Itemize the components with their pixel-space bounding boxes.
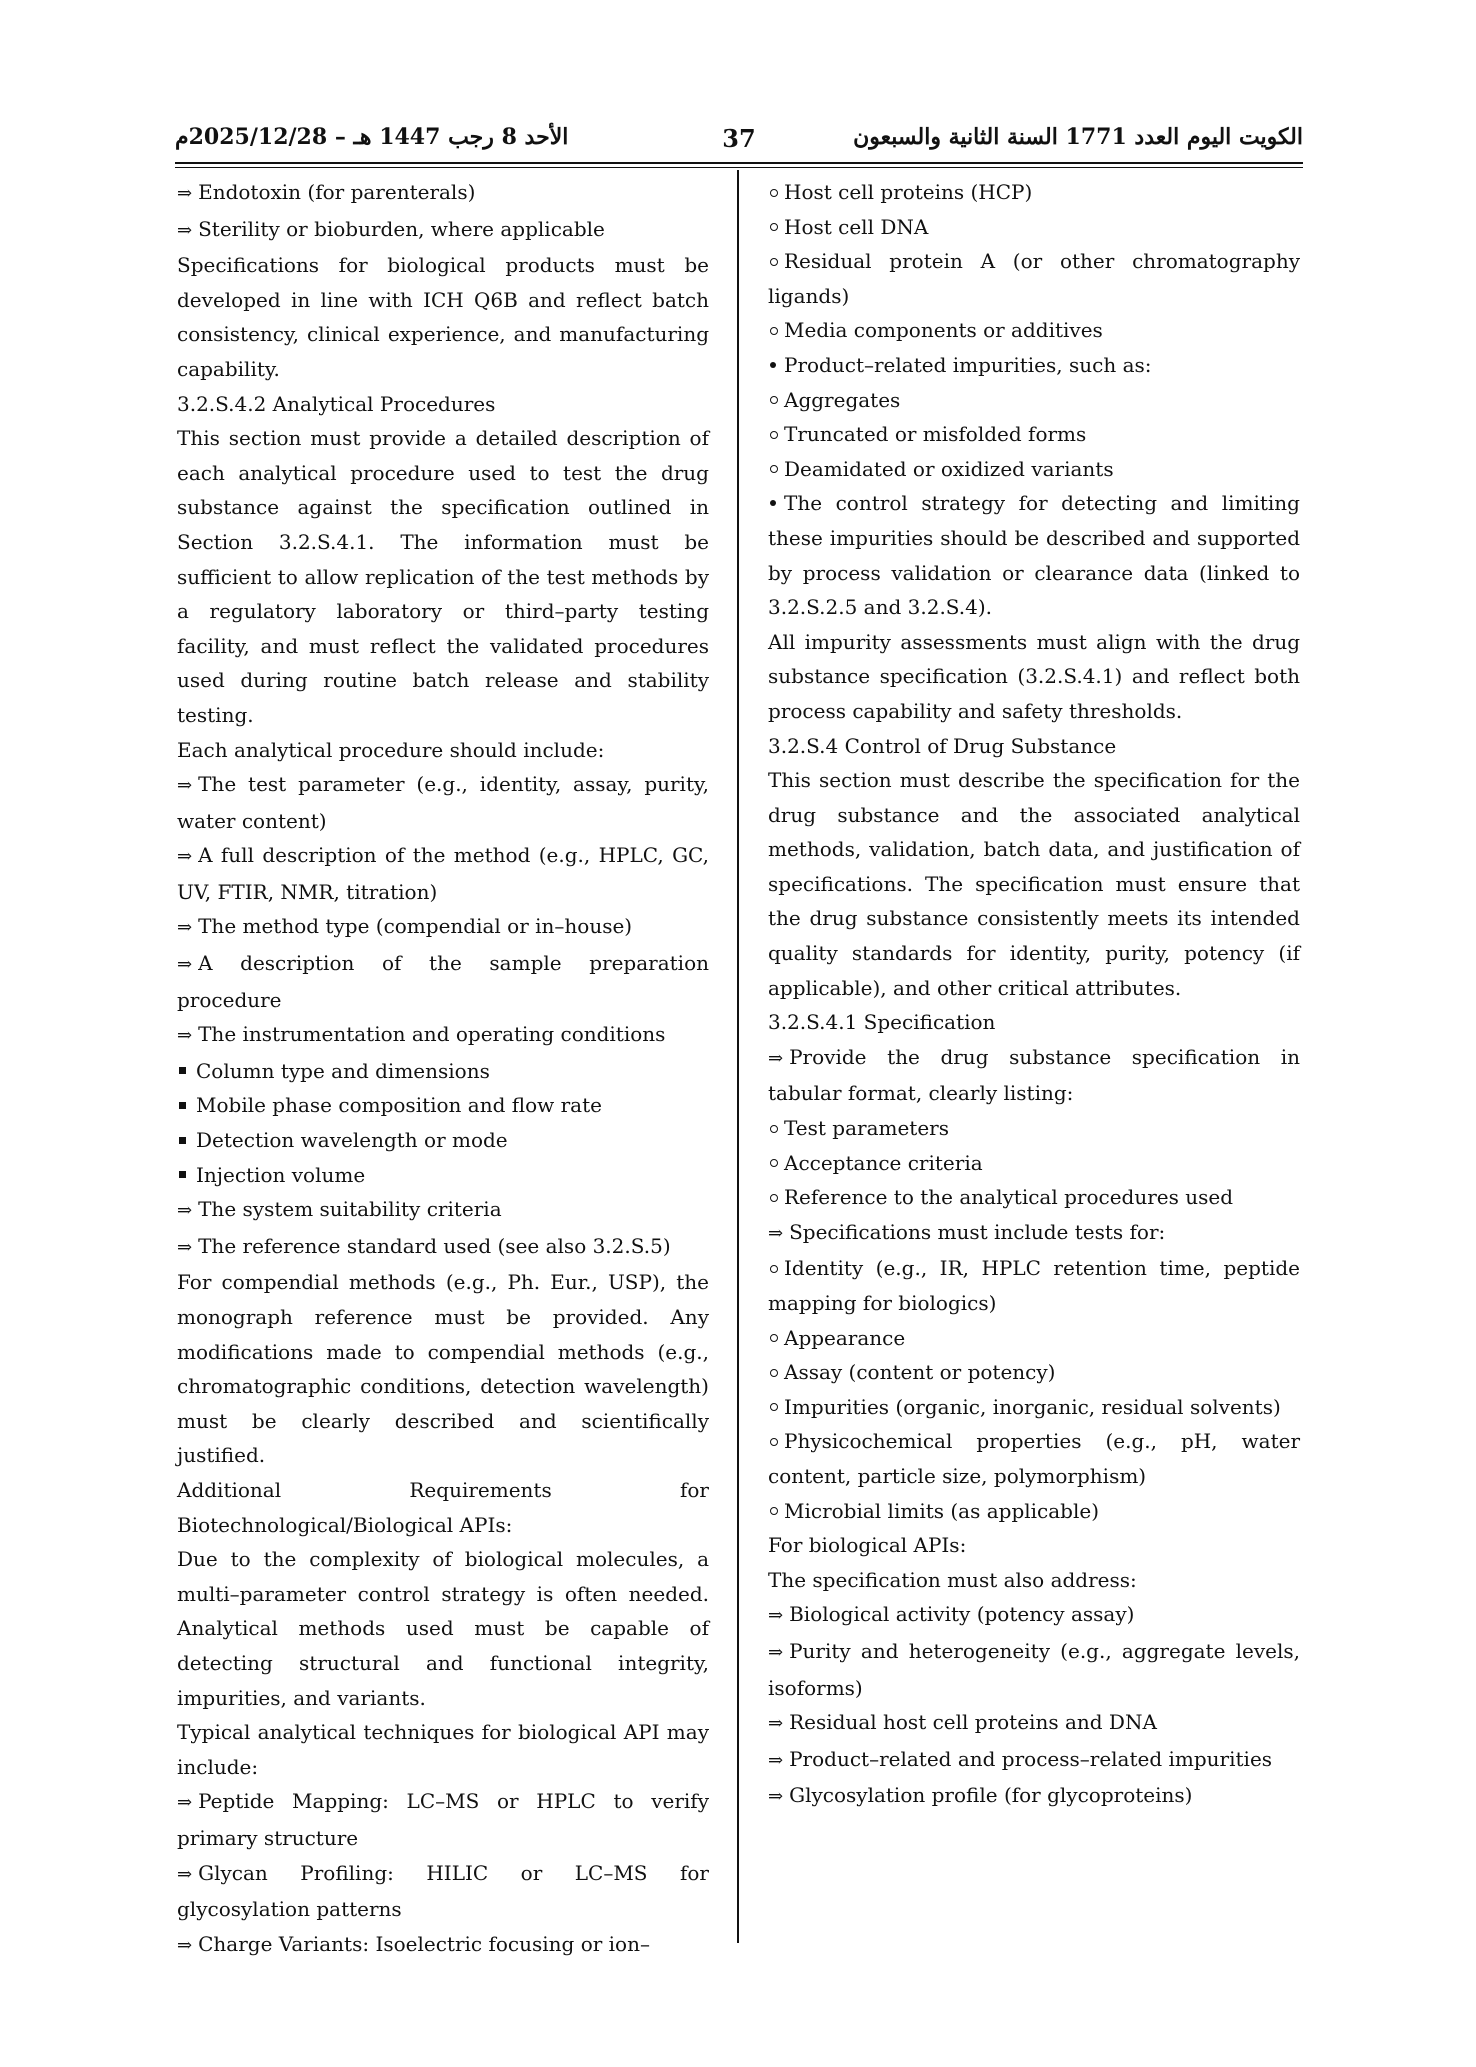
bullet-icon — [770, 500, 776, 506]
paragraph-text: Biological activity (potency assay) — [789, 1602, 1135, 1627]
paragraph-text: Microbial limits (as applicable) — [784, 1498, 1099, 1523]
paragraph — [177, 387, 709, 422]
paragraph — [177, 946, 709, 1017]
paragraph-text: 3.2.S.4 Control of Drug Substance — [768, 733, 1117, 758]
circle-bullet-icon — [770, 396, 778, 404]
paragraph — [768, 1705, 1300, 1742]
paragraph — [177, 1192, 709, 1229]
paragraph — [768, 1040, 1300, 1111]
paragraph — [177, 838, 709, 909]
circle-bullet-icon — [770, 1334, 778, 1342]
paragraph — [177, 212, 709, 249]
paragraph — [768, 1742, 1300, 1779]
paragraph-text: Glycosylation profile (for glycoproteins) — [789, 1783, 1193, 1808]
circle-bullet-icon — [770, 1265, 778, 1273]
arrow-marker-icon: ⇒ — [177, 1200, 193, 1222]
paragraph-text: Impurities (organic, inorganic, residual solvents) — [784, 1394, 1281, 1419]
circle-bullet-icon — [770, 431, 778, 439]
arrow-marker-icon: ⇒ — [768, 1641, 784, 1663]
arrow-marker-icon: ⇒ — [768, 1047, 784, 1069]
paragraph — [177, 1229, 709, 1266]
paragraph-text: The control strategy for detecting and limiting these impurities should be described and supported by process validation or clearance data (linked to 3.2.S.2.5 and 3.2.S.4). — [768, 491, 1300, 620]
circle-bullet-icon — [770, 189, 778, 197]
paragraph-text: All impurity assessments must align with the drug substance specification (3.2.S.4.1) and reflect both process capability and safety thresholds. — [768, 629, 1300, 723]
left-column — [177, 175, 709, 1963]
paragraph-text: 3.2.S.4.2 Analytical Procedures — [177, 391, 496, 416]
paragraph — [768, 1215, 1300, 1252]
paragraph-text: Identity (e.g., IR, HPLC retention time, peptide mapping for biologics) — [768, 1256, 1300, 1315]
paragraph — [177, 1473, 709, 1542]
paragraph — [768, 1597, 1300, 1634]
arrow-marker-icon: ⇒ — [768, 1786, 784, 1808]
paragraph — [768, 313, 1300, 348]
arrow-marker-icon: ⇒ — [177, 219, 193, 241]
paragraph — [177, 1158, 709, 1193]
paragraph-text: Mobile phase composition and flow rate — [196, 1093, 602, 1118]
paragraph-text: Purity and heterogeneity (e.g., aggregate levels, isoforms) — [768, 1638, 1300, 1700]
circle-bullet-icon — [770, 1194, 778, 1202]
arrow-marker-icon: ⇒ — [177, 775, 193, 797]
paragraph-text: Detection wavelength or mode — [196, 1128, 508, 1153]
paragraph-text: Additional Requirements for Biotechnological/Biological APIs: — [177, 1477, 709, 1537]
paragraph-text: Product–related impurities, such as: — [784, 352, 1152, 377]
paragraph-text: Aggregates — [784, 387, 901, 412]
paragraph — [768, 1563, 1300, 1598]
paragraph-text: Host cell DNA — [784, 214, 929, 239]
arrow-marker-icon: ⇒ — [768, 1749, 784, 1771]
bullet-icon — [770, 362, 776, 368]
paragraph-text: Assay (content or potency) — [784, 1360, 1056, 1385]
arrow-marker-icon: ⇒ — [768, 1713, 784, 1735]
paragraph-text: Acceptance criteria — [784, 1150, 983, 1175]
paragraph-text: Due to the complexity of biological molecules, a multi–parameter control strategy is often needed. Analytical methods used must be capable of detecting structural and functional integrity, impurities, and variants. — [177, 1547, 709, 1710]
right-column — [768, 175, 1300, 1815]
paragraph-text: Product–related and process–related impurities — [789, 1746, 1273, 1771]
paragraph — [768, 383, 1300, 418]
square-bullet-icon — [179, 1067, 186, 1074]
paragraph-text: Typical analytical techniques for biological API may include: — [177, 1720, 709, 1779]
paragraph — [177, 1017, 709, 1054]
paragraph — [177, 1927, 709, 1964]
paragraph-text: Glycan Profiling: HILIC or LC–MS for glycosylation patterns — [177, 1860, 709, 1922]
paragraph — [177, 1265, 709, 1473]
paragraph — [768, 1528, 1300, 1563]
circle-bullet-icon — [770, 1507, 778, 1515]
paragraph — [768, 1355, 1300, 1390]
paragraph-text: Column type and dimensions — [196, 1058, 490, 1083]
paragraph — [177, 1856, 709, 1927]
header-publication: الكويت اليوم العدد 1771 السنة الثانية والسبعون — [853, 124, 1303, 150]
paragraph-text: 3.2.S.4.1 Specification — [768, 1010, 996, 1035]
paragraph — [768, 1321, 1300, 1356]
paragraph — [768, 763, 1300, 1005]
paragraph-text: Physicochemical properties (e.g., pH, water content, particle size, polymorphism) — [768, 1429, 1300, 1488]
paragraph — [768, 625, 1300, 729]
paragraph-text: A description of the sample preparation procedure — [177, 951, 709, 1012]
paragraph-text: The method type (compendial or in–house) — [198, 914, 633, 939]
column-divider — [737, 170, 739, 1943]
arrow-marker-icon: ⇒ — [177, 954, 193, 976]
paragraph — [768, 1111, 1300, 1146]
circle-bullet-icon — [770, 1438, 778, 1446]
paragraph-text: The specification must also address: — [768, 1567, 1137, 1592]
paragraph-text: Endotoxin (for parenterals) — [198, 180, 476, 204]
paragraph-text: Truncated or misfolded forms — [784, 422, 1087, 447]
circle-bullet-icon — [770, 465, 778, 473]
paragraph-text: Injection volume — [196, 1162, 366, 1187]
paragraph-text: For biological APIs: — [768, 1533, 967, 1558]
paragraph — [768, 175, 1300, 210]
paragraph-text: For compendial methods (e.g., Ph. Eur., USP), the monograph reference must be provided. Any modifications made to compendial methods (e.g., chromatographic conditions, detection wavelength) must be clearly described and scientifically justified. — [177, 1270, 709, 1468]
paragraph — [768, 210, 1300, 245]
paragraph — [177, 248, 709, 386]
paragraph — [768, 1424, 1300, 1493]
paragraph — [768, 452, 1300, 487]
square-bullet-icon — [179, 1137, 186, 1144]
arrow-marker-icon: ⇒ — [177, 917, 193, 939]
paragraph — [768, 1005, 1300, 1040]
arrow-marker-icon: ⇒ — [177, 1863, 193, 1885]
arrow-marker-icon: ⇒ — [177, 1792, 193, 1814]
paragraph — [768, 486, 1300, 624]
paragraph — [768, 1390, 1300, 1425]
paragraph-text: Deamidated or oxidized variants — [784, 456, 1114, 481]
arrow-marker-icon: ⇒ — [768, 1605, 784, 1627]
paragraph-text: Appearance — [784, 1325, 906, 1350]
paragraph-text: Each analytical procedure should include: — [177, 737, 605, 762]
paragraph-text: Reference to the analytical procedures used — [784, 1185, 1234, 1210]
paragraph — [177, 1784, 709, 1855]
page-number: 37 — [722, 124, 756, 153]
square-bullet-icon — [179, 1102, 186, 1109]
paragraph — [768, 1494, 1300, 1529]
paragraph-text: The system suitability criteria — [198, 1197, 502, 1222]
arrow-marker-icon: ⇒ — [177, 183, 193, 204]
paragraph — [768, 1251, 1300, 1320]
paragraph-text: Sterility or bioburden, where applicable — [198, 216, 605, 241]
paragraph — [768, 244, 1300, 313]
circle-bullet-icon — [770, 258, 778, 266]
circle-bullet-icon — [770, 1403, 778, 1411]
paragraph-text: Test parameters — [784, 1116, 949, 1141]
arrow-marker-icon: ⇒ — [768, 1222, 784, 1244]
circle-bullet-icon — [770, 1159, 778, 1167]
header-date: الأحد 8 رجب 1447 هـ – 2025/12/28م — [175, 124, 569, 150]
arrow-marker-icon: ⇒ — [177, 846, 193, 868]
paragraph-text: Peptide Mapping: LC–MS or HPLC to verify primary structure — [177, 1789, 709, 1850]
paragraph — [177, 421, 709, 732]
paragraph — [177, 733, 709, 768]
paragraph-text: Residual host cell proteins and DNA — [789, 1710, 1157, 1735]
circle-bullet-icon — [770, 1125, 778, 1133]
paragraph — [177, 1542, 709, 1715]
paragraph-text: Media components or additives — [784, 318, 1103, 343]
paragraph — [768, 1146, 1300, 1181]
paragraph — [177, 909, 709, 946]
page-header — [175, 124, 1303, 164]
paragraph — [768, 417, 1300, 452]
paragraph-text: Residual protein A (or other chromatography ligands) — [768, 249, 1300, 308]
paragraph — [768, 348, 1300, 383]
paragraph-text: Specifications must include tests for: — [789, 1219, 1166, 1244]
circle-bullet-icon — [770, 1369, 778, 1377]
paragraph-text: A full description of the method (e.g., HPLC, GC, UV, FTIR, NMR, titration) — [177, 843, 709, 904]
paragraph-text: Charge Variants: Isoelectric focusing or ion– — [198, 1931, 650, 1956]
paragraph — [177, 1088, 709, 1123]
paragraph-text: Host cell proteins (HCP) — [784, 180, 1033, 204]
paragraph — [768, 729, 1300, 764]
paragraph-text: Specifications for biological products must be developed in line with ICH Q6B and reflect batch consistency, clinical experience, and manufacturing capability. — [177, 253, 709, 381]
paragraph-text: The test parameter (e.g., identity, assay, purity, water content) — [177, 772, 709, 833]
paragraph-text: Provide the drug substance specification in tabular format, clearly listing: — [768, 1044, 1300, 1106]
paragraph — [768, 1634, 1300, 1705]
paragraph — [177, 1715, 709, 1784]
arrow-marker-icon: ⇒ — [177, 1236, 193, 1258]
header-rule-thin — [175, 167, 1303, 168]
paragraph — [768, 1778, 1300, 1815]
paragraph-text: The reference standard used (see also 3.2.S.5) — [198, 1233, 671, 1258]
paragraph — [177, 767, 709, 838]
header-rule — [175, 162, 1303, 164]
paragraph — [768, 1180, 1300, 1215]
paragraph — [177, 1123, 709, 1158]
circle-bullet-icon — [770, 223, 778, 231]
paragraph-text: This section must describe the specification for the drug substance and the associated analytical methods, validation, batch data, and justification of specifications. The specification must ensure that the drug substance consistently meets its intended quality standards for identity, purity, potency (if applicable), and other critical attributes. — [768, 768, 1300, 1000]
paragraph — [177, 175, 709, 212]
arrow-marker-icon: ⇒ — [177, 1934, 193, 1956]
square-bullet-icon — [179, 1171, 186, 1178]
arrow-marker-icon: ⇒ — [177, 1025, 193, 1047]
circle-bullet-icon — [770, 327, 778, 335]
paragraph — [177, 1054, 709, 1089]
paragraph-text: This section must provide a detailed description of each analytical procedure used to test the drug substance against the specification outlined in Section 3.2.S.4.1. The information must be sufficient to allow replication of the test methods by a regulatory laboratory or third–party testing facility, and must reflect the validated procedures used during routine batch release and stability testing. — [177, 426, 709, 727]
paragraph-text: The instrumentation and operating conditions — [198, 1022, 666, 1047]
